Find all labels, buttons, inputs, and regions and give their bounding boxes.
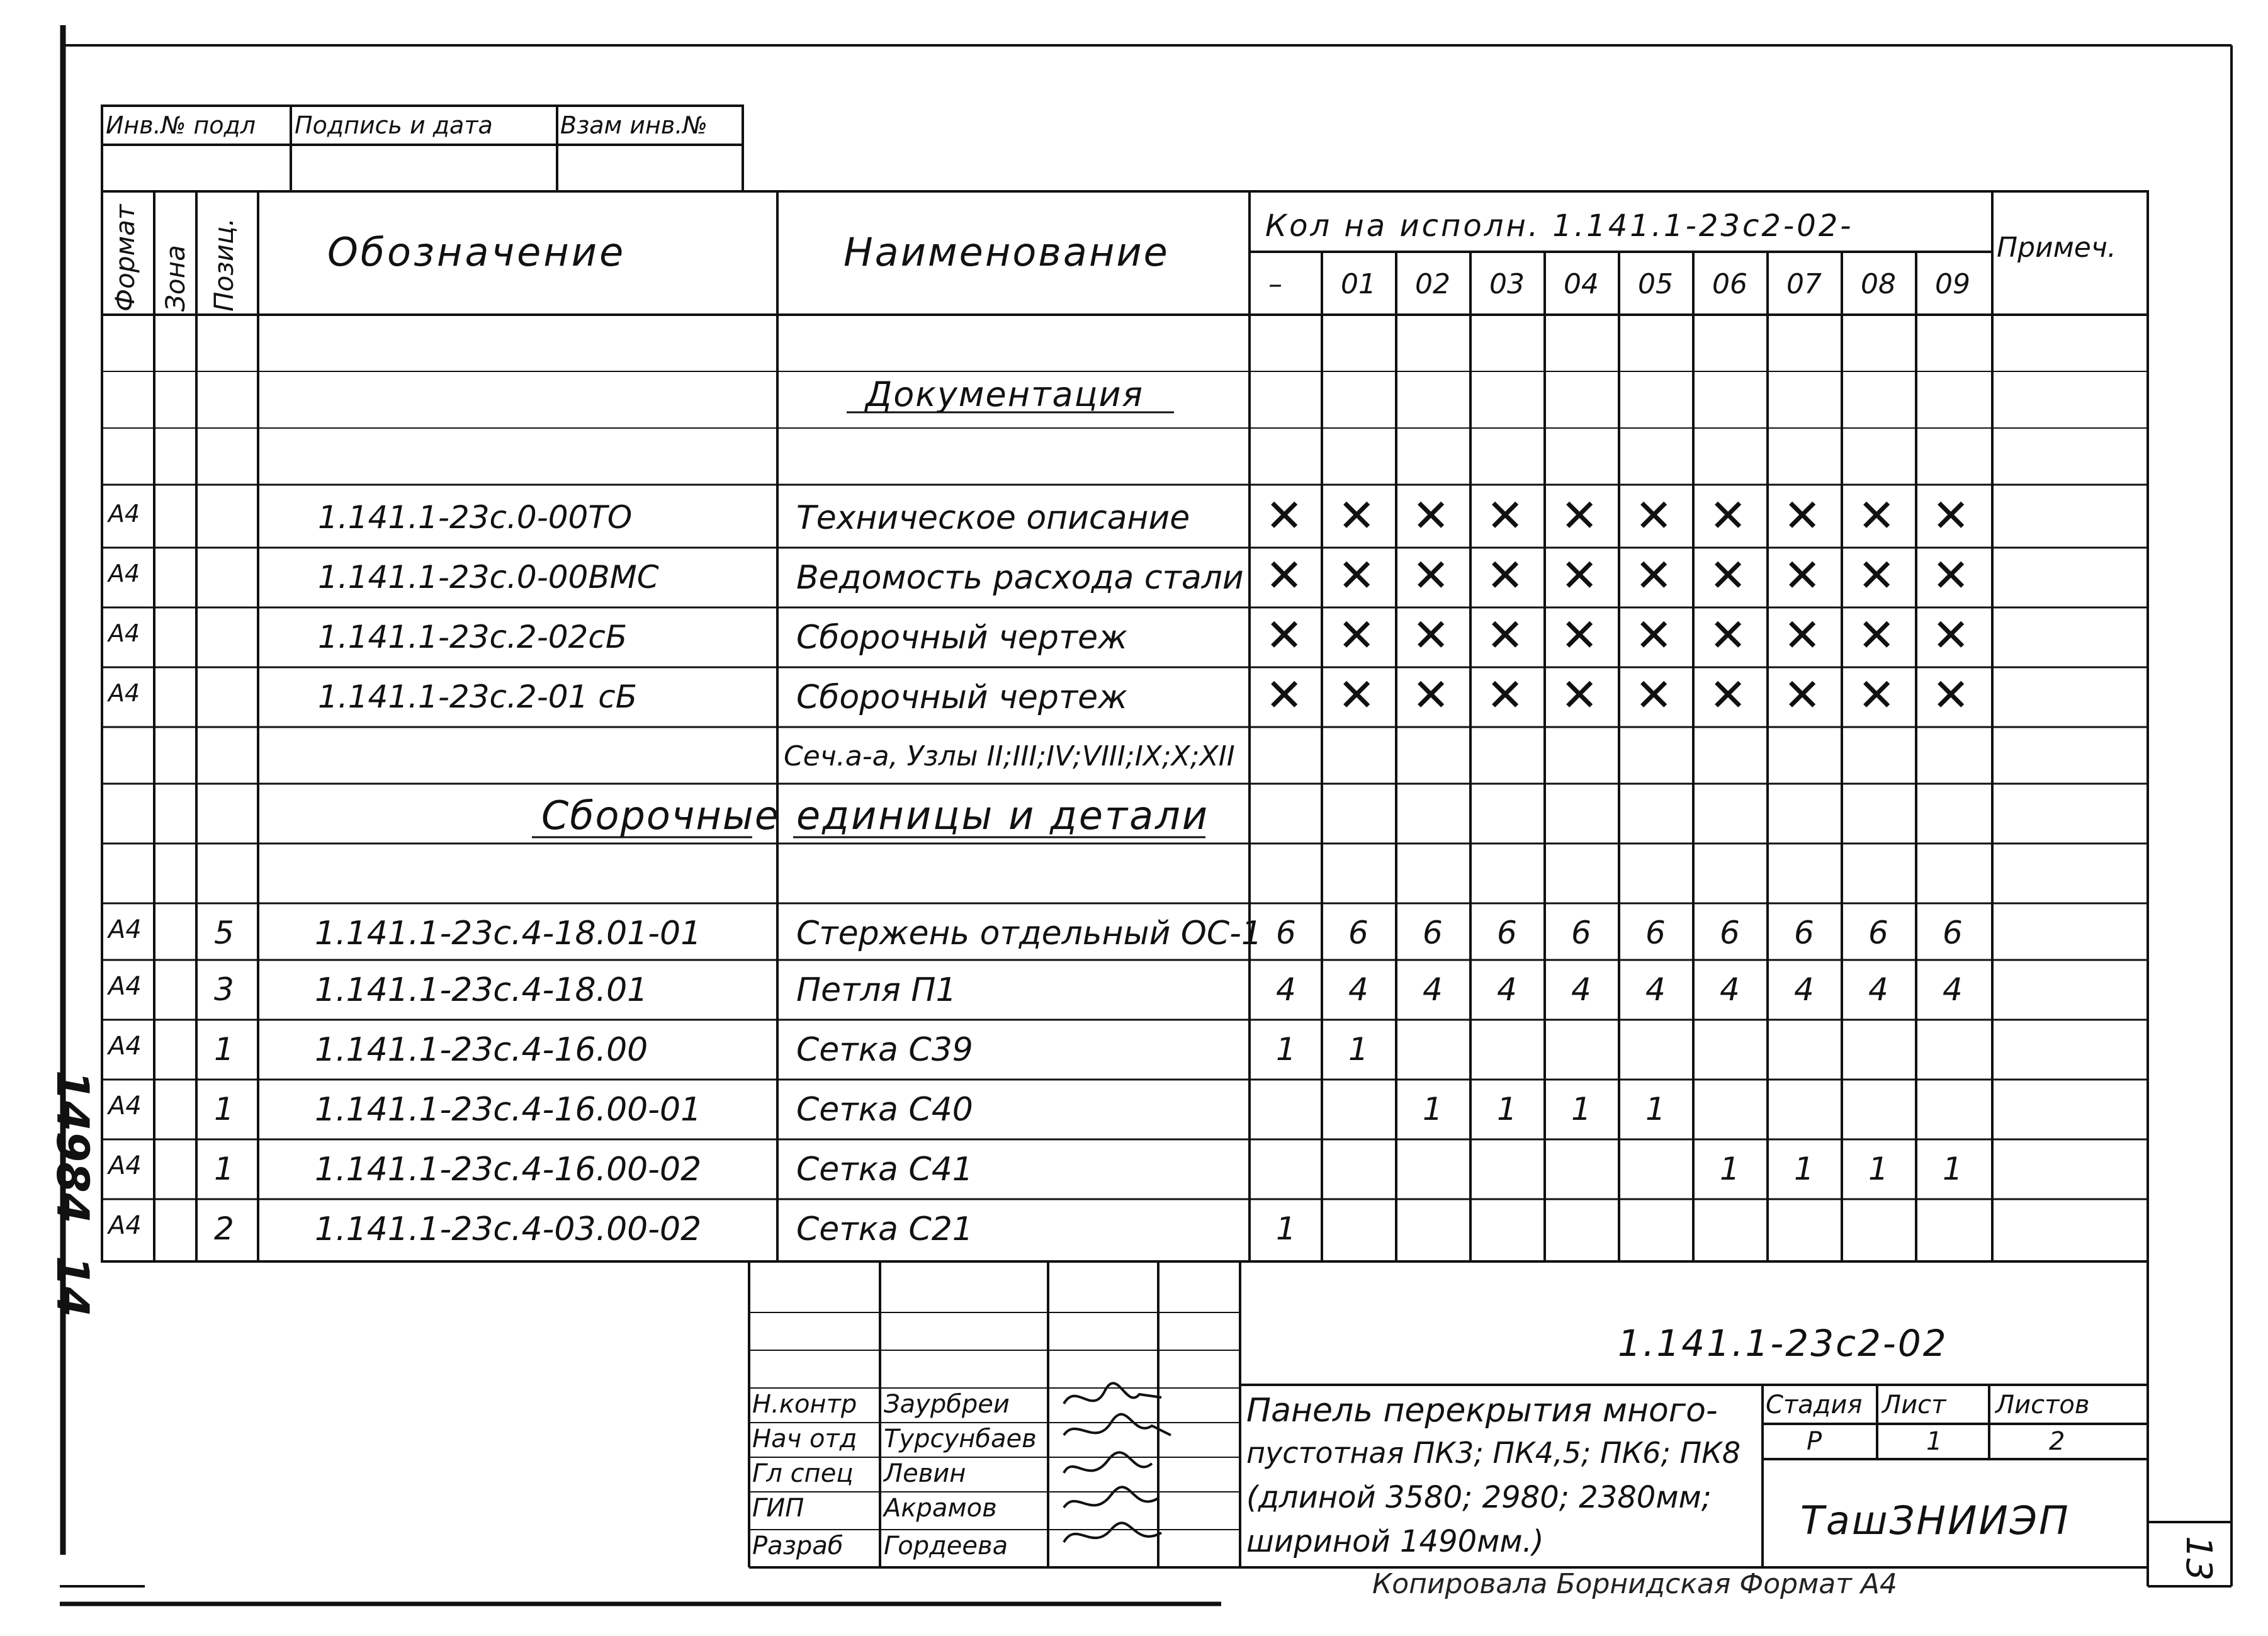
side-archive-number: 14984 [47, 1070, 98, 1224]
row-designation: 1.141.1-23с.4-16.00 [315, 1031, 648, 1069]
title-line-3: (длиной 3580; 2980; 2380мм; [1246, 1480, 1712, 1515]
cross-mark: ✕ [1783, 549, 1822, 602]
role-label: Н.контр [752, 1390, 857, 1419]
sheets-label: Листов [1995, 1391, 2090, 1419]
cross-mark: ✕ [1709, 489, 1747, 542]
stamp-sign-label: Подпись и дата [295, 111, 493, 139]
header-name: Наименование [843, 229, 1170, 275]
qty-cell: 4 [1348, 971, 1368, 1008]
cross-mark: ✕ [1486, 609, 1525, 662]
cross-mark: ✕ [1412, 669, 1450, 721]
cross-mark: ✕ [1265, 549, 1304, 602]
cross-mark: ✕ [1486, 549, 1525, 602]
qty-cell: 4 [1720, 971, 1740, 1008]
row-name: Сетка С39 [796, 1031, 973, 1069]
qty-cell: 4 [1571, 971, 1591, 1008]
qty-cell: 6 [1497, 915, 1517, 951]
cross-mark: ✕ [1412, 489, 1450, 542]
role-person: Заурбреи [884, 1390, 1010, 1419]
row-designation: 1.141.1-23с.0-00ТО [318, 499, 633, 536]
row-format: А4 [108, 1211, 142, 1240]
cross-mark: ✕ [1265, 669, 1304, 721]
qty-cell: 6 [1794, 915, 1814, 951]
cross-mark: ✕ [1858, 489, 1896, 542]
header-pos: Позиц. [208, 218, 239, 312]
qty-cell: 4 [1645, 971, 1666, 1008]
cross-mark: ✕ [1858, 549, 1896, 602]
qty-cell: 6 [1423, 915, 1443, 951]
qty-cell: 4 [1868, 971, 1888, 1008]
cross-mark: ✕ [1932, 669, 1970, 721]
row-format: А4 [108, 1151, 142, 1180]
qty-cell: 1 [1348, 1031, 1368, 1068]
stamp-inv-label: Инв.№ подл [106, 111, 256, 139]
qty-cell: 4 [1497, 971, 1517, 1008]
cross-mark: ✕ [1635, 489, 1673, 542]
row-format: А4 [108, 619, 140, 647]
row-position: 5 [214, 915, 234, 951]
cross-mark: ✕ [1486, 489, 1525, 542]
role-label: ГИП [752, 1494, 804, 1523]
row-format: А4 [108, 679, 140, 707]
cross-mark: ✕ [1486, 669, 1525, 721]
cross-mark: ✕ [1265, 489, 1304, 542]
variant-header: 07 [1786, 268, 1822, 300]
row-designation: 1.141.1-23с.4-18.01-01 [315, 915, 702, 952]
row-position: 2 [214, 1210, 234, 1247]
header-qty-title: Кол на исполн. 1.141.1-23с2-02- [1265, 208, 1854, 244]
cross-mark: ✕ [1783, 489, 1822, 542]
qty-cell: 6 [1276, 915, 1296, 951]
qty-cell: 1 [1276, 1210, 1296, 1247]
role-label: Нач отд [752, 1424, 857, 1453]
variant-header: 09 [1935, 268, 1970, 300]
stage-label: Стадия [1766, 1391, 1863, 1419]
row-format: А4 [108, 1092, 142, 1120]
header-note: Примеч. [1997, 232, 2116, 264]
cross-mark: ✕ [1338, 609, 1376, 662]
row-designation: 1.141.1-23с.4-16.00-02 [315, 1151, 702, 1188]
row-designation: 1.141.1-23с.4-16.00-01 [315, 1091, 702, 1129]
variant-header: – [1268, 268, 1282, 300]
section-documentation: Документация [866, 375, 1144, 414]
row-name: Сборочный чертеж [796, 619, 1127, 657]
cross-mark: ✕ [1709, 609, 1747, 662]
cross-mark: ✕ [1338, 669, 1376, 721]
qty-cell: 4 [1276, 971, 1296, 1008]
qty-cell: 1 [1423, 1091, 1443, 1127]
sheets-value: 2 [2049, 1427, 2065, 1456]
cross-mark: ✕ [1709, 549, 1747, 602]
row-name: Техническое описание [796, 499, 1190, 537]
qty-cell: 1 [1645, 1091, 1666, 1127]
cross-mark: ✕ [1635, 609, 1673, 662]
variant-header: 02 [1415, 268, 1450, 300]
row-name: Сетка С40 [796, 1091, 973, 1129]
cross-mark: ✕ [1265, 609, 1304, 662]
qty-cell: 4 [1943, 971, 1963, 1008]
qty-cell: 4 [1423, 971, 1443, 1008]
organization: ТашЗНИИЭП [1800, 1498, 2070, 1543]
cross-mark: ✕ [1560, 549, 1599, 602]
stamp-replace-label: Взам инв.№ [560, 111, 708, 139]
role-person: Акрамов [884, 1494, 997, 1523]
row-name: Стержень отдельный ОС-1 [796, 915, 1263, 952]
row-format: А4 [108, 560, 140, 587]
sheet-label: Лист [1882, 1391, 1946, 1419]
variant-header: 06 [1712, 268, 1747, 300]
cross-mark: ✕ [1709, 669, 1747, 721]
qty-cell: 1 [1868, 1151, 1888, 1187]
qty-cell: 6 [1348, 915, 1368, 951]
page-number: 13 [2178, 1536, 2219, 1581]
cross-mark: ✕ [1932, 549, 1970, 602]
row-format: А4 [108, 1032, 142, 1061]
row-designation: 1.141.1-23с.0-00ВМС [318, 559, 659, 595]
qty-cell: 6 [1943, 915, 1963, 951]
header-designation: Обозначение [327, 229, 626, 275]
title-code: 1.141.1-23с2-02 [1618, 1322, 1948, 1365]
row-designation: 1.141.1-23с.2-02сБ [318, 619, 628, 655]
title-line-2: пустотная ПК3; ПК4,5; ПК6; ПК8 [1246, 1436, 1741, 1470]
variant-header: 04 [1564, 268, 1599, 300]
bottom-caption: Копировала Борнидская Формат А4 [1372, 1568, 1897, 1600]
row-format: А4 [108, 915, 142, 944]
section-assembly-left: Сборочные [541, 793, 781, 838]
cross-mark: ✕ [1338, 489, 1376, 542]
stage-value: Р [1807, 1427, 1822, 1456]
cross-mark: ✕ [1412, 609, 1450, 662]
row-designation: 1.141.1-23с.4-03.00-02 [315, 1210, 702, 1248]
role-label: Гл спец [752, 1459, 854, 1488]
qty-cell: 1 [1571, 1091, 1591, 1127]
cross-mark: ✕ [1783, 609, 1822, 662]
role-person: Турсунбаев [884, 1424, 1037, 1453]
role-label: Разраб [752, 1532, 843, 1560]
qty-cell: 6 [1645, 915, 1666, 951]
row-position: 1 [214, 1151, 234, 1187]
row-name: Сборочный чертеж [796, 679, 1127, 716]
qty-cell: 6 [1720, 915, 1740, 951]
row-format: А4 [108, 972, 142, 1001]
cross-mark: ✕ [1560, 489, 1599, 542]
cross-mark: ✕ [1560, 609, 1599, 662]
row-name: Петля П1 [796, 971, 957, 1009]
section-assembly-right: единицы и детали [796, 793, 1210, 838]
header-format: Формат [110, 204, 140, 312]
row-name: Ведомость расхода стали [796, 559, 1244, 597]
row-designation: 1.141.1-23с.4-18.01 [315, 971, 648, 1009]
qty-cell: 1 [1794, 1151, 1814, 1187]
cross-mark: ✕ [1858, 609, 1896, 662]
role-person: Гордеева [884, 1532, 1008, 1560]
cross-mark: ✕ [1338, 549, 1376, 602]
cross-mark: ✕ [1560, 669, 1599, 721]
qty-cell: 6 [1571, 915, 1591, 951]
row-position: 1 [214, 1091, 234, 1127]
qty-cell: 1 [1720, 1151, 1740, 1187]
qty-cell: 4 [1794, 971, 1814, 1008]
row-format: А4 [108, 500, 140, 527]
row-position: 1 [214, 1031, 234, 1068]
cross-mark: ✕ [1412, 549, 1450, 602]
qty-cell: 1 [1943, 1151, 1963, 1187]
cross-mark: ✕ [1635, 669, 1673, 721]
role-person: Левин [884, 1459, 966, 1488]
row-designation: 1.141.1-23с.2-01 сБ [318, 679, 638, 715]
header-zone: Зона [160, 245, 191, 312]
cross-mark: ✕ [1932, 489, 1970, 542]
sheet-value: 1 [1926, 1427, 1943, 1456]
title-line-4: шириной 1490мм.) [1246, 1524, 1544, 1559]
qty-cell: 6 [1868, 915, 1888, 951]
variant-header: 08 [1861, 268, 1896, 300]
signatures [1058, 1379, 1177, 1561]
cross-mark: ✕ [1783, 669, 1822, 721]
row-name: Сетка С41 [796, 1151, 973, 1188]
row-position: 3 [214, 971, 234, 1008]
cross-mark: ✕ [1932, 609, 1970, 662]
variant-header: 01 [1341, 268, 1376, 300]
variant-header: 03 [1489, 268, 1525, 300]
qty-cell: 1 [1497, 1091, 1517, 1127]
title-line-1: Панель перекрытия много- [1246, 1392, 1718, 1430]
row-name: Сетка С21 [796, 1210, 973, 1248]
side-archive-suffix: 14 [47, 1256, 98, 1317]
cross-mark: ✕ [1635, 549, 1673, 602]
doc-extra-note: Сеч.а-а, Узлы II;III;IV;VIII;IX;X;XII [784, 740, 1235, 772]
cross-mark: ✕ [1858, 669, 1896, 721]
qty-cell: 1 [1276, 1031, 1296, 1068]
variant-header: 05 [1638, 268, 1673, 300]
